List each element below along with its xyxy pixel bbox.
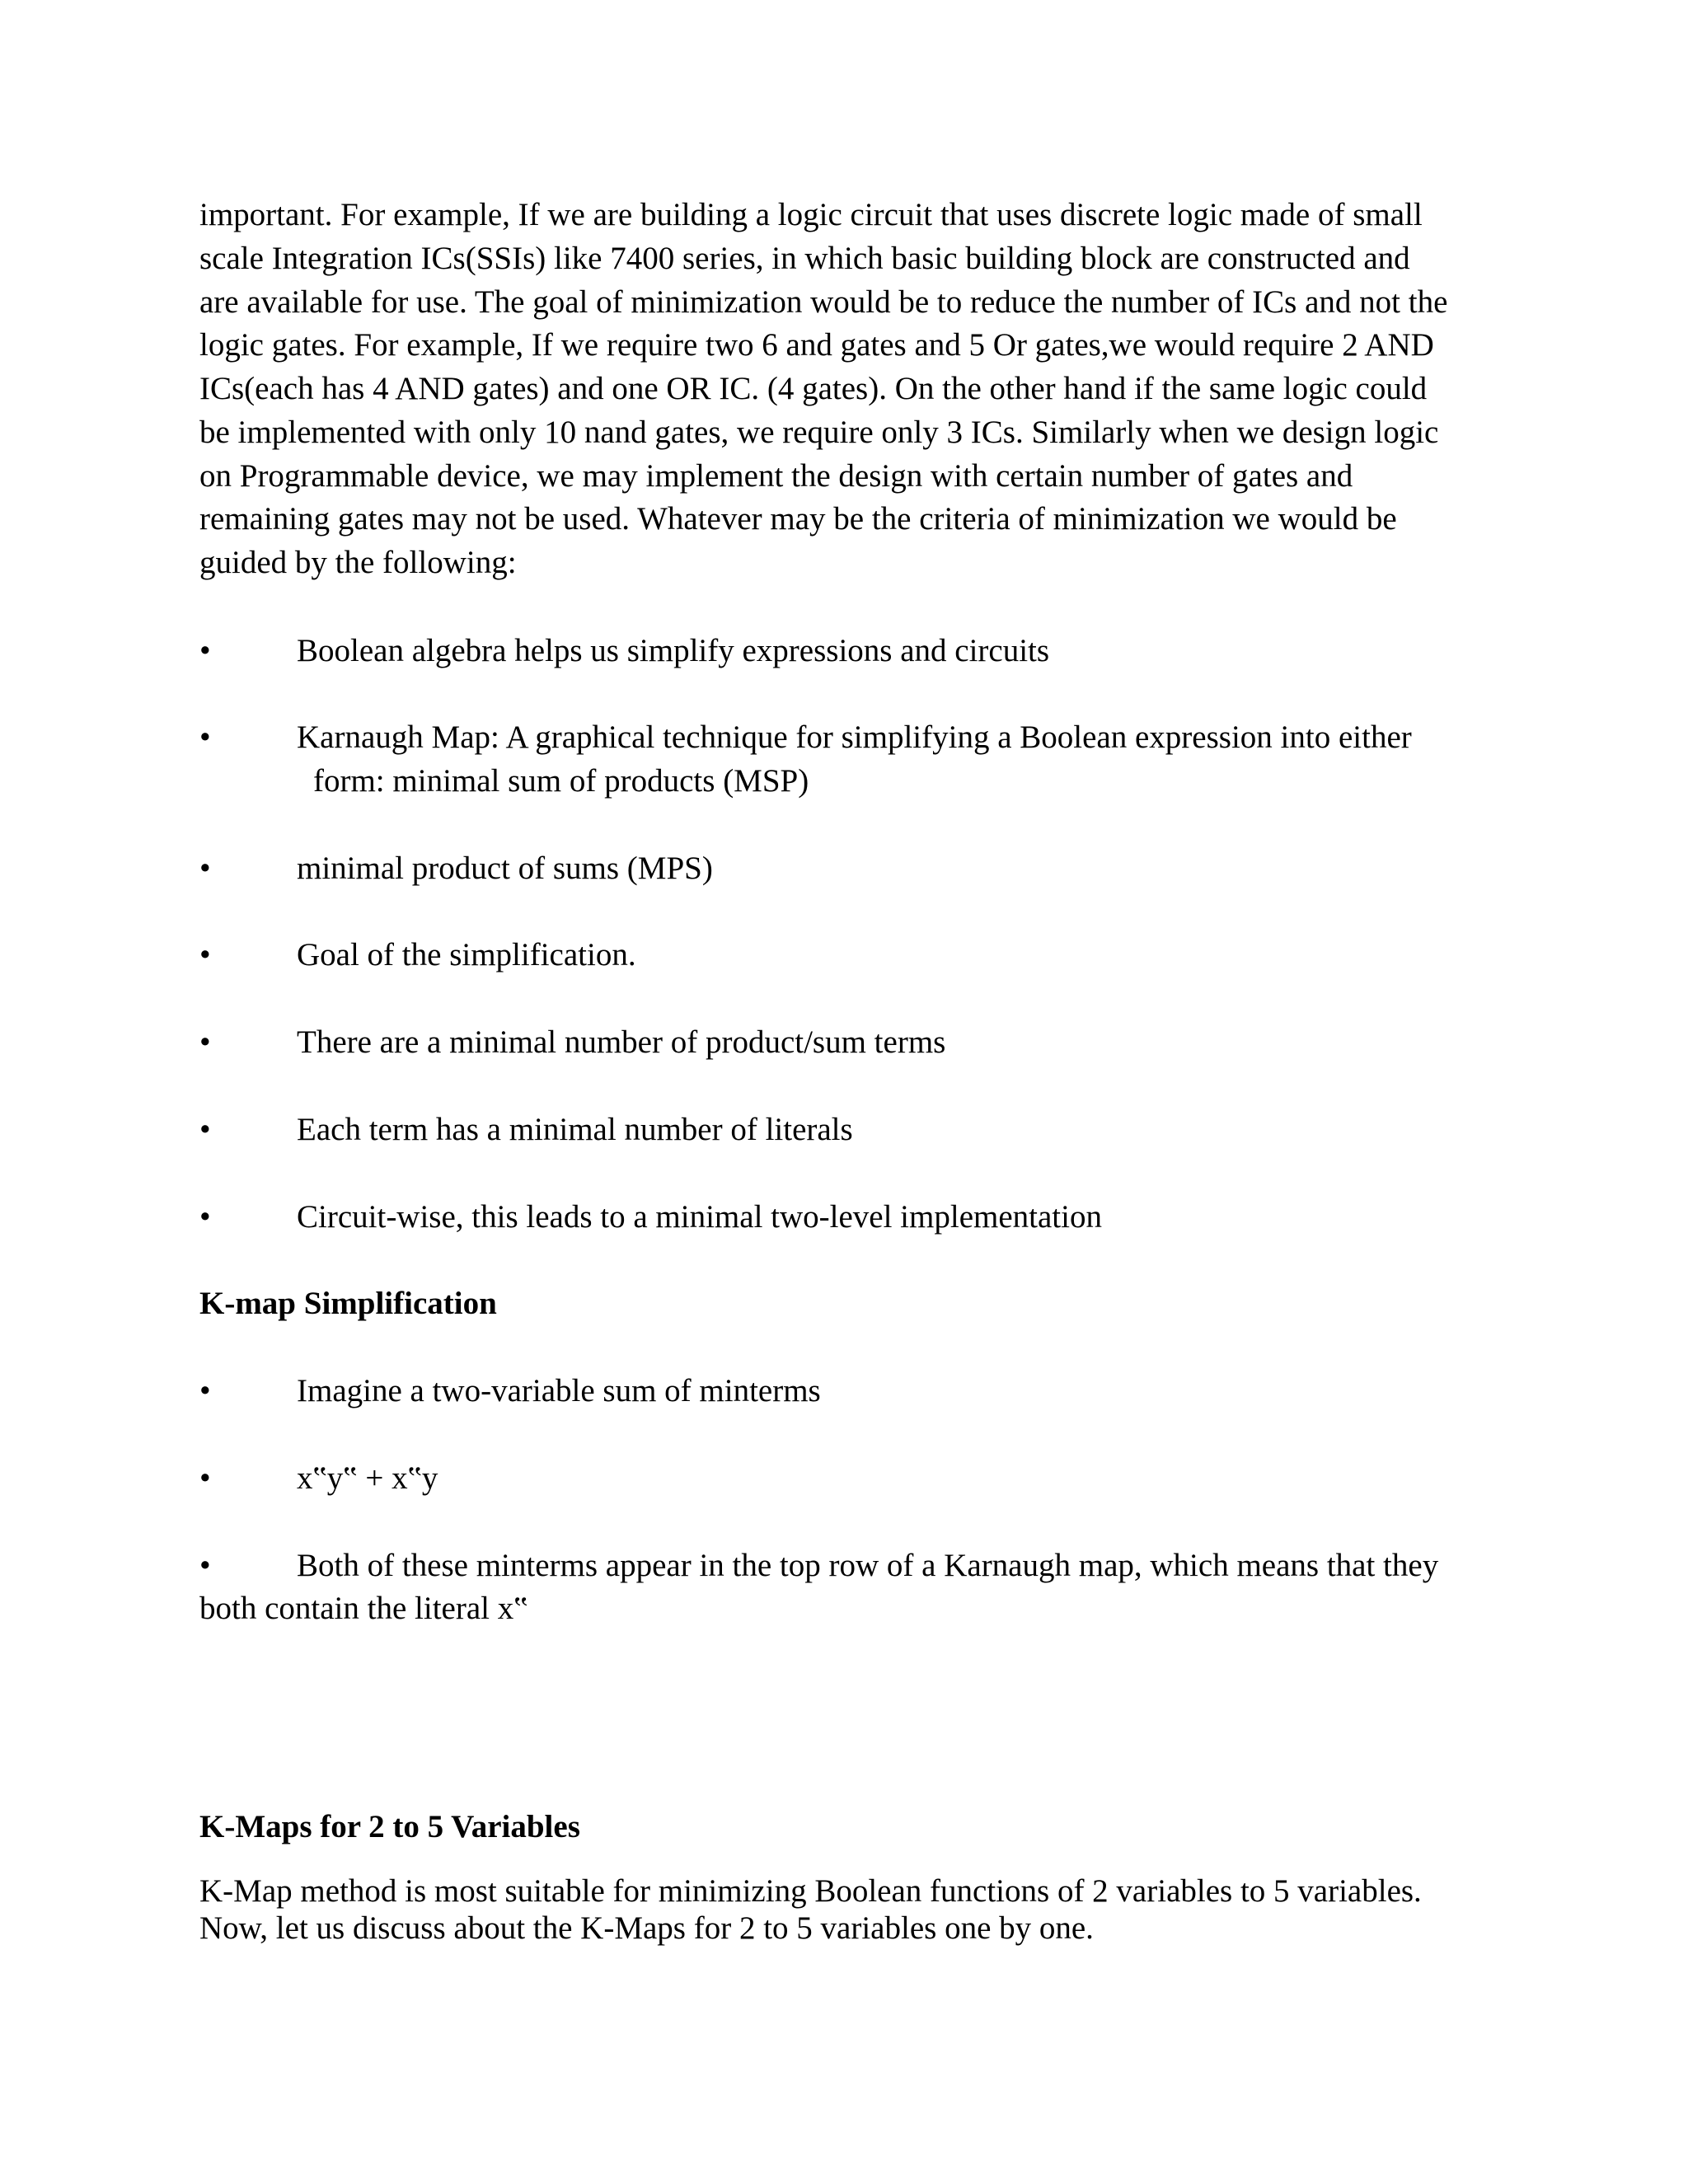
intro-line: important. For example, If we are building a logic circuit that uses discrete logic made of small [199, 197, 1423, 232]
bullet-text: Boolean algebra helps us simplify expressions and circuits [297, 633, 1050, 668]
intro-line: on Programmable device, we may implement the design with certain number of gates and [199, 457, 1353, 494]
intro-line: scale Integration ICs(SSIs) like 7400 series, in which basic building block are constructed and [199, 240, 1410, 276]
bullet-symbol: • [199, 937, 211, 972]
paragraph-line: Now, let us discuss about the K-Maps for 2 to 5 variables one by one. [199, 1910, 1094, 1946]
intro-line: ICs(each has 4 AND gates) and one OR IC. (4 gates). On the other hand if the same logic could [199, 371, 1428, 406]
bullet-text: minimal product of sums (MPS) [297, 851, 713, 886]
intro-line: logic gates. For example, If we require two 6 and gates and 5 Or gates,we would require 2 AND [199, 327, 1434, 363]
intro-paragraph [199, 194, 1518, 585]
bullet-text: Each term has a minimal number of literals [297, 1112, 853, 1147]
intro-line: remaining gates may not be used. Whatever may be the criteria of minimization we would be [199, 501, 1397, 537]
bullet-expression: x‟y‟ + x‟y [297, 1460, 438, 1496]
bullet-continuation: form: minimal sum of products (MSP) [313, 763, 809, 799]
bullet-text: There are a minimal number of product/sum terms [297, 1024, 946, 1060]
bullet-continuation: both contain the literal x‟ [199, 1591, 528, 1626]
bullet-symbol: • [199, 633, 211, 668]
bullet-symbol: • [199, 1373, 211, 1408]
bullet-symbol: • [199, 851, 211, 886]
kmaps-paragraph [199, 1872, 1422, 1947]
paragraph-line: K-Map method is most suitable for minimizing Boolean functions of 2 variables to 5 variables. [199, 1873, 1422, 1909]
bullet-symbol: • [199, 1548, 211, 1583]
bullet-text: Both of these minterms appear in the top row of a Karnaugh map, which means that they [297, 1548, 1439, 1583]
bullet-symbol: • [199, 1112, 211, 1147]
intro-line: are available for use. The goal of minimization would be to reduce the number of ICs and not the [199, 284, 1448, 320]
intro-line: guided by the following: [199, 545, 517, 580]
bullet-text: Circuit-wise, this leads to a minimal two-level implementation [297, 1199, 1102, 1235]
bullet-symbol: • [199, 1199, 211, 1235]
bullet-text: Goal of the simplification. [297, 937, 636, 972]
section-heading-kmap-simplification: K-map Simplification [199, 1286, 497, 1321]
bullet-symbol: • [199, 1460, 211, 1496]
bullet-text: Imagine a two-variable sum of minterms [297, 1373, 821, 1408]
intro-line: be implemented with only 10 nand gates, we require only 3 ICs. Similarly when we design logic [199, 414, 1439, 450]
bullet-symbol: • [199, 719, 211, 755]
bullet-symbol: • [199, 1024, 211, 1060]
section-heading-kmaps-2-to-5: K-Maps for 2 to 5 Variables [199, 1809, 580, 1844]
bullet-text: Karnaugh Map: A graphical technique for simplifying a Boolean expression into either [297, 719, 1412, 755]
